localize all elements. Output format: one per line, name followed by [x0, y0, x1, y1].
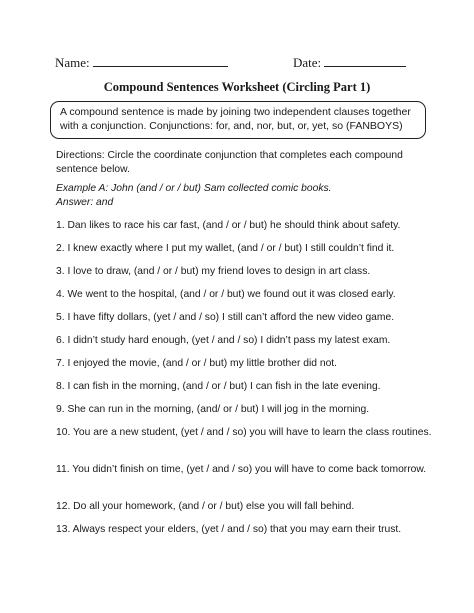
question-item: 6. I didn’t study hard enough, (yet / and / so) I didn’t pass my latest exam. [56, 335, 391, 346]
date-label: Date: [293, 55, 322, 70]
question-item: 9. She can run in the morning, (and/ or / but) I will jog in the morning. [56, 404, 370, 415]
question-item: 2. I knew exactly where I put my wallet, (and / or / but) I still couldn’t find it. [56, 243, 395, 254]
question-item: 13. Always respect your elders, (yet / and / so) that you may earn their trust. [56, 524, 402, 535]
name-blank-line[interactable] [93, 54, 228, 67]
question-item: 3. I love to draw, (and / or / but) my friend loves to design in art class. [56, 266, 371, 277]
example-answer: Answer: and [56, 197, 114, 208]
question-item: 7. I enjoyed the movie, (and / or / but) my little brother did not. [56, 358, 338, 369]
name-field [55, 54, 228, 71]
directions-text: Directions: Circle the coordinate conjunction that completes each compound sentence below. [56, 150, 403, 175]
worksheet-title: Compound Sentences Worksheet (Circling Part 1) [103, 80, 371, 94]
name-label: Name: [55, 55, 90, 70]
question-item: 1. Dan likes to race his car fast, (and / or / but) he should think about safety. [56, 220, 401, 231]
question-item: 5. I have fifty dollars, (yet / and / so) I still can’t afford the new video game. [56, 312, 395, 323]
question-item: 8. I can fish in the morning, (and / or / but) I can fish in the late evening. [56, 381, 381, 392]
question-item: 11. You didn’t finish on time, (yet / and / so) you will have to come back tomorrow. [56, 464, 427, 475]
example-sentence: Example A: John (and / or / but) Sam collected comic books. [56, 183, 332, 194]
definition-box [50, 101, 426, 139]
question-item: 12. Do all your homework, (and / or / but) else you will fall behind. [56, 501, 355, 512]
definition-text: A compound sentence is made by joining two independent clauses together with a conjunction. Conjunctions: for, and, nor, but, or, yet, so (FANBOYS) [60, 106, 411, 132]
question-item: 10. You are a new student, (yet / and / so) you will have to learn the class routines. [56, 427, 432, 438]
date-field [293, 54, 406, 71]
date-blank-line[interactable] [324, 54, 406, 67]
question-item: 4. We went to the hospital, (and / or / but) we found out it was closed early. [56, 289, 396, 300]
